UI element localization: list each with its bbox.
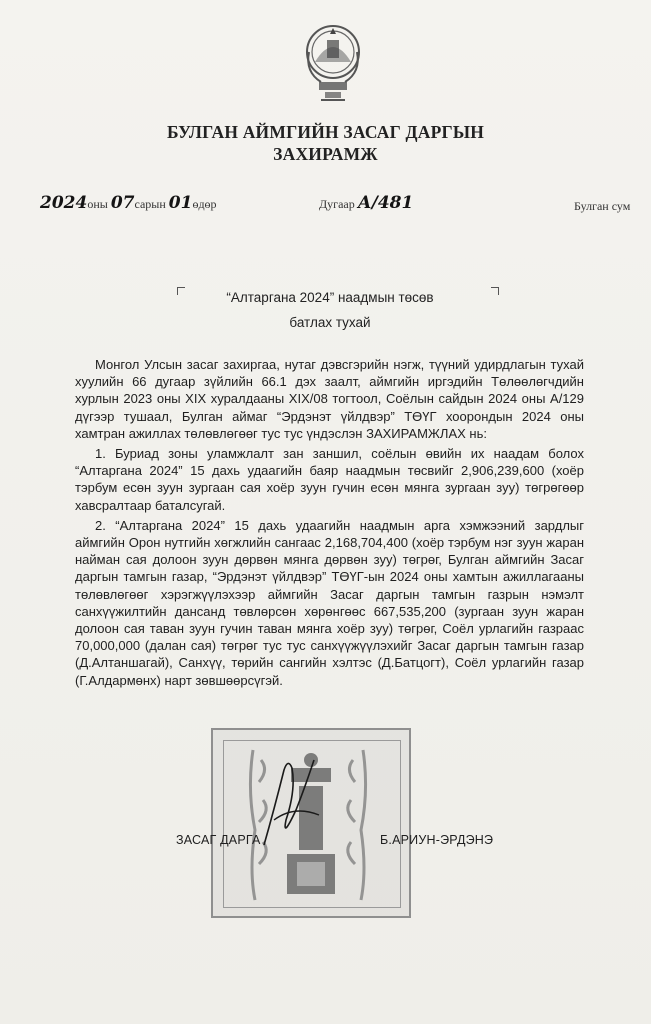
number-value: А/481 <box>357 193 414 213</box>
signatory-name: Б.АРИУН-ЭРДЭНЭ <box>380 833 494 847</box>
decree-item-1: 1. Буриад зоны уламжлалт зан заншил, соёлын өвийн их наадам болох “Алтаргана 2024” 15 дахь удаагийн баяр наадмын төсвийг 2,906,239,600 (хоёр тэрбум есөн зуун зургаан сая хоёр зуун гучин есөн мянга зургаан зуу) төгрөгөөр хавсралтаар баталсугай. <box>75 446 584 513</box>
organization-title: БУЛГАН АЙМГИЙН ЗАСАГ ДАРГЫН <box>166 122 485 142</box>
document-type-title: ЗАХИРАМЖ <box>273 144 378 164</box>
decree-body <box>75 356 584 692</box>
decree-preamble: Монгол Улсын засаг захиргаа, нутаг дэвсгэрийн нэгж, түүний удирдлагын тухай хуулийн 66 дугаар зүйлийн 66.1 дэх заалт, аймгийн иргэдийн Төлөөлөгчдийн хурлын 2023 оны XIX хуралдааны XIX/08 тогтоол, Соёлын сайдын 2024 оны А/129 дүгээр тушаал, Булган аймаг “Эрдэнэт үйлдвэр” ТӨҮГ хоорондын 2024 оны хамтран ажиллах төлөвлөгөөг тус тус үндэслэн ЗАХИРАМЖЛАХ нь: <box>75 357 584 441</box>
date-year: 2024 <box>40 193 88 213</box>
state-emblem-icon <box>301 22 365 106</box>
document-number <box>319 193 413 219</box>
date-day: 01 <box>168 193 193 213</box>
subject-line: батлах тухай <box>289 315 371 330</box>
document-place: Булган сум <box>574 199 631 213</box>
signatory-title: ЗАСАГ ДАРГА <box>176 833 261 847</box>
document-date <box>40 193 217 219</box>
subject-line: “Алтаргана 2024” наадмын төсөв <box>226 290 434 305</box>
date-day-suffix: өдөр <box>192 197 217 211</box>
date-month: 07 <box>110 193 135 213</box>
decree-item-2: 2. “Алтаргана 2024” 15 дахь удаагийн наадмын арга хэмжээний зардлыг аймгийн Орон нутгийн хөгжлийн сангаас 2,168,704,400 (хоёр тэрбум нэг зуун жаран найман сая долоон зуун дөрвөн мянга дөрвөн зуу) төгрөг, Булган аймгийн Засаг даргын тамгын газар, “Эрдэнэт үйлдвэр” ТӨҮГ-ын 2024 оны хамтын ажиллагааны төлөвлөгөөг хэрэгжүүлэхээр аймгийн Засаг даргын тамгын газрын нэмэлт санхүүжилтийн дансанд төвлөрсөн хөрөнгөөс 667,535,200 (зургаан зуун жаран долоон сая таван зуун гучин таван мянга хоёр зуу) төгрөг, Соёл урлагийн газраас 70,000,000 (далан сая) төгрөг тус тус санхүүжүүлэхийг Засаг даргын тамгын газар (Д.Алтаншагай), Санхүү, төрийн сангийн хэлтэс (Д.Батцогт), Соёл урлагийн газар (Г.Алдармөнх) нарт зөвшөөрсүгэй. <box>75 517 584 688</box>
number-label: Дугаар <box>319 197 355 211</box>
date-year-suffix: оны <box>87 197 108 211</box>
date-month-suffix: сарын <box>134 197 166 211</box>
